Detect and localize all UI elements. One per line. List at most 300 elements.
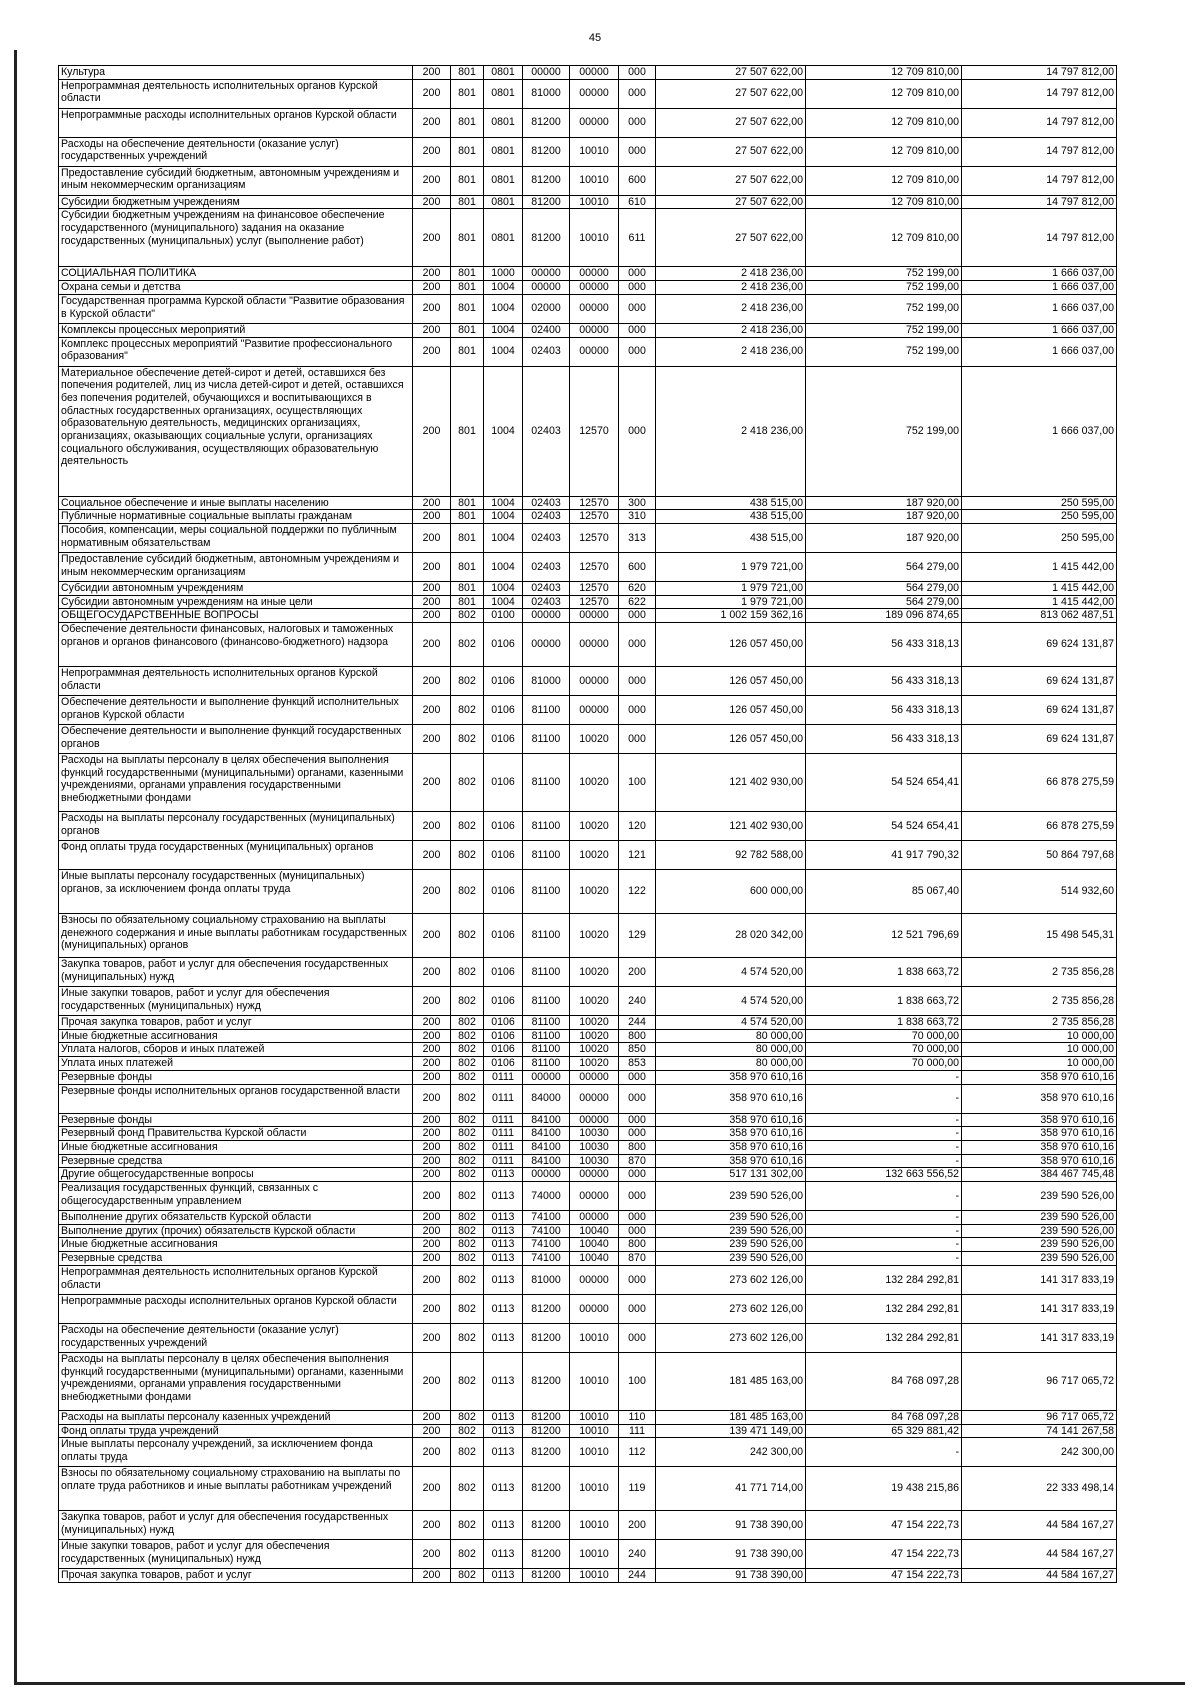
row-code: 802 bbox=[451, 1070, 484, 1084]
row-amount: 10 000,00 bbox=[962, 1057, 1117, 1071]
row-code: 12570 bbox=[570, 552, 619, 581]
row-amount: 84 768 097,28 bbox=[806, 1352, 962, 1410]
row-amount: 187 920,00 bbox=[806, 510, 962, 524]
row-code: 84100 bbox=[523, 1127, 570, 1141]
row-code: 10040 bbox=[570, 1238, 619, 1252]
row-amount: 4 574 520,00 bbox=[656, 1016, 806, 1030]
row-amount: 2 418 236,00 bbox=[656, 267, 806, 281]
row-amount: 2 418 236,00 bbox=[656, 337, 806, 366]
row-code: 200 bbox=[413, 1323, 451, 1352]
row-code: 801 bbox=[451, 166, 484, 195]
row-code: 200 bbox=[413, 108, 451, 137]
row-amount: 752 199,00 bbox=[806, 323, 962, 337]
row-code: 200 bbox=[413, 754, 451, 812]
row-code: 000 bbox=[619, 1323, 656, 1352]
row-code: 200 bbox=[413, 1084, 451, 1113]
row-code: 200 bbox=[413, 667, 451, 696]
row-code: 0100 bbox=[484, 609, 523, 623]
row-amount: 10 000,00 bbox=[962, 1043, 1117, 1057]
table-row bbox=[59, 1467, 1117, 1511]
row-name: Иные бюджетные ассигнования bbox=[59, 1140, 413, 1154]
row-code: 81100 bbox=[523, 1057, 570, 1071]
row-code: 0111 bbox=[484, 1154, 523, 1168]
table-row bbox=[59, 209, 1117, 267]
row-code: 0801 bbox=[484, 108, 523, 137]
table-row bbox=[59, 1084, 1117, 1113]
row-code: 000 bbox=[619, 281, 656, 295]
row-code: 81100 bbox=[523, 696, 570, 725]
table-row bbox=[59, 66, 1117, 80]
row-code: 200 bbox=[413, 1352, 451, 1410]
row-amount: 126 057 450,00 bbox=[656, 623, 806, 667]
row-code: 200 bbox=[413, 1127, 451, 1141]
table-row bbox=[59, 1352, 1117, 1410]
row-amount: 56 433 318,13 bbox=[806, 623, 962, 667]
row-code: 00000 bbox=[570, 66, 619, 80]
row-code: 00000 bbox=[570, 1113, 619, 1127]
row-code: 0111 bbox=[484, 1140, 523, 1154]
row-amount: 141 317 833,19 bbox=[962, 1323, 1117, 1352]
row-code: 81100 bbox=[523, 870, 570, 914]
row-code: 10040 bbox=[570, 1252, 619, 1266]
row-amount: 47 154 222,73 bbox=[806, 1511, 962, 1540]
row-code: 802 bbox=[451, 1252, 484, 1266]
row-amount: 96 717 065,72 bbox=[962, 1352, 1117, 1410]
row-code: 10010 bbox=[570, 1410, 619, 1424]
row-code: 802 bbox=[451, 958, 484, 987]
row-amount: 2 418 236,00 bbox=[656, 323, 806, 337]
row-amount: - bbox=[806, 1438, 962, 1467]
row-amount: 187 920,00 bbox=[806, 523, 962, 552]
row-amount: 74 141 267,58 bbox=[962, 1424, 1117, 1438]
row-code: 12570 bbox=[570, 510, 619, 524]
row-amount: 12 521 796,69 bbox=[806, 914, 962, 958]
row-code: 00000 bbox=[570, 1084, 619, 1113]
row-amount: 189 096 874,65 bbox=[806, 609, 962, 623]
row-code: 310 bbox=[619, 510, 656, 524]
row-code: 802 bbox=[451, 1265, 484, 1294]
row-amount: 15 498 545,31 bbox=[962, 914, 1117, 958]
row-amount: 358 970 610,16 bbox=[656, 1127, 806, 1141]
row-code: 0111 bbox=[484, 1127, 523, 1141]
row-code: 0113 bbox=[484, 1211, 523, 1225]
row-amount: 1 979 721,00 bbox=[656, 595, 806, 609]
row-code: 0106 bbox=[484, 725, 523, 754]
row-code: 00000 bbox=[523, 66, 570, 80]
row-amount: 564 279,00 bbox=[806, 581, 962, 595]
row-amount: 358 970 610,16 bbox=[962, 1140, 1117, 1154]
row-code: 802 bbox=[451, 812, 484, 841]
row-code: 200 bbox=[413, 841, 451, 870]
row-code: 02403 bbox=[523, 523, 570, 552]
row-code: 10010 bbox=[570, 209, 619, 267]
table-row bbox=[59, 294, 1117, 323]
row-amount: 27 507 622,00 bbox=[656, 166, 806, 195]
row-name: Расходы на обеспечение деятельности (оказание услуг) государственных учреждений bbox=[59, 1323, 413, 1352]
row-code: 00000 bbox=[570, 623, 619, 667]
row-amount: 239 590 526,00 bbox=[962, 1211, 1117, 1225]
row-code: 200 bbox=[413, 1070, 451, 1084]
row-amount: - bbox=[806, 1252, 962, 1266]
row-code: 200 bbox=[413, 870, 451, 914]
row-code: 00000 bbox=[523, 623, 570, 667]
row-code: 00000 bbox=[570, 108, 619, 137]
row-code: 10020 bbox=[570, 1057, 619, 1071]
table-row bbox=[59, 1252, 1117, 1266]
row-code: 800 bbox=[619, 1238, 656, 1252]
row-code: 200 bbox=[413, 337, 451, 366]
row-code: 801 bbox=[451, 137, 484, 166]
row-code: 81200 bbox=[523, 209, 570, 267]
row-code: 0106 bbox=[484, 667, 523, 696]
row-code: 10020 bbox=[570, 987, 619, 1016]
row-code: 200 bbox=[413, 496, 451, 510]
row-code: 802 bbox=[451, 1438, 484, 1467]
table-row bbox=[59, 1540, 1117, 1569]
row-code: 244 bbox=[619, 1569, 656, 1583]
row-name: Резервные фонды bbox=[59, 1070, 413, 1084]
row-code: 801 bbox=[451, 108, 484, 137]
row-amount: 358 970 610,16 bbox=[656, 1154, 806, 1168]
row-code: 81100 bbox=[523, 1029, 570, 1043]
row-amount: 54 524 654,41 bbox=[806, 754, 962, 812]
row-code: 1004 bbox=[484, 323, 523, 337]
row-code: 1004 bbox=[484, 337, 523, 366]
row-amount: 10 000,00 bbox=[962, 1029, 1117, 1043]
row-code: 000 bbox=[619, 609, 656, 623]
row-code: 0106 bbox=[484, 1029, 523, 1043]
row-code: 10020 bbox=[570, 725, 619, 754]
row-code: 81100 bbox=[523, 1016, 570, 1030]
row-code: 0113 bbox=[484, 1182, 523, 1211]
row-code: 802 bbox=[451, 1043, 484, 1057]
row-code: 12570 bbox=[570, 523, 619, 552]
row-amount: 1 415 442,00 bbox=[962, 552, 1117, 581]
row-name: ОБЩЕГОСУДАРСТВЕННЫЕ ВОПРОСЫ bbox=[59, 609, 413, 623]
row-name: Резервные фонды исполнительных органов государственной власти bbox=[59, 1084, 413, 1113]
row-amount: 85 067,40 bbox=[806, 870, 962, 914]
row-code: 200 bbox=[413, 581, 451, 595]
row-code: 00000 bbox=[523, 267, 570, 281]
row-amount: 91 738 390,00 bbox=[656, 1511, 806, 1540]
table-row bbox=[59, 914, 1117, 958]
row-amount: 1 666 037,00 bbox=[962, 323, 1117, 337]
row-code: 200 bbox=[413, 523, 451, 552]
row-code: 10020 bbox=[570, 1043, 619, 1057]
row-amount: 141 317 833,19 bbox=[962, 1294, 1117, 1323]
row-code: 200 bbox=[413, 209, 451, 267]
row-code: 1000 bbox=[484, 267, 523, 281]
table-row bbox=[59, 1211, 1117, 1225]
row-code: 802 bbox=[451, 609, 484, 623]
table-row bbox=[59, 1070, 1117, 1084]
row-code: 801 bbox=[451, 323, 484, 337]
row-code: 200 bbox=[413, 267, 451, 281]
row-code: 81200 bbox=[523, 1569, 570, 1583]
row-code: 200 bbox=[413, 166, 451, 195]
row-amount: 12 709 810,00 bbox=[806, 66, 962, 80]
row-amount: 181 485 163,00 bbox=[656, 1410, 806, 1424]
row-amount: 358 970 610,16 bbox=[656, 1113, 806, 1127]
row-amount: 600 000,00 bbox=[656, 870, 806, 914]
row-code: 12570 bbox=[570, 595, 619, 609]
row-name: Фонд оплаты труда государственных (муниципальных) органов bbox=[59, 841, 413, 870]
row-code: 802 bbox=[451, 1057, 484, 1071]
row-name: Иные выплаты персоналу государственных (муниципальных) органов, за исключением фонда оплаты труда bbox=[59, 870, 413, 914]
row-code: 801 bbox=[451, 366, 484, 496]
row-code: 0801 bbox=[484, 79, 523, 108]
row-code: 200 bbox=[413, 281, 451, 295]
row-name: Расходы на обеспечение деятельности (оказание услуг) государственных учреждений bbox=[59, 137, 413, 166]
row-code: 02403 bbox=[523, 552, 570, 581]
row-code: 0106 bbox=[484, 1057, 523, 1071]
row-amount: 12 709 810,00 bbox=[806, 166, 962, 195]
table-row bbox=[59, 79, 1117, 108]
row-code: 100 bbox=[619, 754, 656, 812]
row-name: Предоставление субсидий бюджетным, автономным учреждениям и иным некоммерческим организациям bbox=[59, 166, 413, 195]
row-code: 0106 bbox=[484, 1016, 523, 1030]
row-code: 240 bbox=[619, 1540, 656, 1569]
row-code: 200 bbox=[413, 1410, 451, 1424]
row-code: 600 bbox=[619, 166, 656, 195]
row-code: 00000 bbox=[570, 667, 619, 696]
row-code: 0113 bbox=[484, 1265, 523, 1294]
table-row bbox=[59, 1265, 1117, 1294]
row-amount: 50 864 797,68 bbox=[962, 841, 1117, 870]
row-code: 10020 bbox=[570, 754, 619, 812]
row-code: 81100 bbox=[523, 812, 570, 841]
row-code: 0113 bbox=[484, 1168, 523, 1182]
row-amount: - bbox=[806, 1127, 962, 1141]
row-amount: 70 000,00 bbox=[806, 1043, 962, 1057]
row-name: Иные бюджетные ассигнования bbox=[59, 1029, 413, 1043]
table-row bbox=[59, 1029, 1117, 1043]
row-name: Непрограммные расходы исполнительных органов Курской области bbox=[59, 1294, 413, 1323]
row-code: 0801 bbox=[484, 137, 523, 166]
row-code: 200 bbox=[413, 1140, 451, 1154]
row-code: 000 bbox=[619, 267, 656, 281]
table-row bbox=[59, 552, 1117, 581]
table-row bbox=[59, 1511, 1117, 1540]
row-name: Выполнение других (прочих) обязательств Курской области bbox=[59, 1224, 413, 1238]
table-row bbox=[59, 1224, 1117, 1238]
row-amount: 358 970 610,16 bbox=[656, 1070, 806, 1084]
row-code: 00000 bbox=[570, 1211, 619, 1225]
row-amount: 239 590 526,00 bbox=[962, 1238, 1117, 1252]
table-row bbox=[59, 1438, 1117, 1467]
row-amount: 239 590 526,00 bbox=[962, 1224, 1117, 1238]
row-amount: 41 917 790,32 bbox=[806, 841, 962, 870]
row-code: 00000 bbox=[570, 337, 619, 366]
row-name: Предоставление субсидий бюджетным, автономным учреждениям и иным некоммерческим организациям bbox=[59, 552, 413, 581]
row-code: 00000 bbox=[570, 696, 619, 725]
row-amount: 242 300,00 bbox=[656, 1438, 806, 1467]
row-amount: 66 878 275,59 bbox=[962, 812, 1117, 841]
row-code: 000 bbox=[619, 337, 656, 366]
row-code: 802 bbox=[451, 1424, 484, 1438]
row-name: Непрограммная деятельность исполнительных органов Курской области bbox=[59, 79, 413, 108]
row-code: 000 bbox=[619, 623, 656, 667]
row-amount: 139 471 149,00 bbox=[656, 1424, 806, 1438]
table-row bbox=[59, 1043, 1117, 1057]
row-code: 200 bbox=[413, 510, 451, 524]
row-code: 200 bbox=[413, 1265, 451, 1294]
row-amount: 250 595,00 bbox=[962, 523, 1117, 552]
row-code: 802 bbox=[451, 1569, 484, 1583]
row-code: 200 bbox=[413, 725, 451, 754]
row-code: 802 bbox=[451, 987, 484, 1016]
row-code: 02403 bbox=[523, 595, 570, 609]
row-name: Резервные средства bbox=[59, 1154, 413, 1168]
row-name: Пособия, компенсации, меры социальной поддержки по публичным нормативным обязательствам bbox=[59, 523, 413, 552]
row-code: 81100 bbox=[523, 841, 570, 870]
row-code: 00000 bbox=[570, 1265, 619, 1294]
table-row bbox=[59, 1168, 1117, 1182]
table-row bbox=[59, 1569, 1117, 1583]
row-code: 300 bbox=[619, 496, 656, 510]
row-code: 620 bbox=[619, 581, 656, 595]
row-name: Уплата налогов, сборов и иных платежей bbox=[59, 1043, 413, 1057]
row-amount: 12 709 810,00 bbox=[806, 195, 962, 209]
row-code: 0801 bbox=[484, 66, 523, 80]
table-row bbox=[59, 1140, 1117, 1154]
row-code: 02403 bbox=[523, 510, 570, 524]
row-amount: 239 590 526,00 bbox=[656, 1224, 806, 1238]
row-code: 00000 bbox=[570, 1182, 619, 1211]
row-amount: 1 838 663,72 bbox=[806, 987, 962, 1016]
row-name: Непрограммная деятельность исполнительных органов Курской области bbox=[59, 667, 413, 696]
row-code: 0801 bbox=[484, 195, 523, 209]
row-amount: 1 002 159 362,16 bbox=[656, 609, 806, 623]
row-amount: 4 574 520,00 bbox=[656, 987, 806, 1016]
row-amount: 126 057 450,00 bbox=[656, 696, 806, 725]
row-code: 200 bbox=[413, 1057, 451, 1071]
row-code: 802 bbox=[451, 623, 484, 667]
row-name: Комплексы процессных мероприятий bbox=[59, 323, 413, 337]
row-code: 120 bbox=[619, 812, 656, 841]
row-code: 802 bbox=[451, 1224, 484, 1238]
row-code: 81200 bbox=[523, 1323, 570, 1352]
row-amount: 47 154 222,73 bbox=[806, 1569, 962, 1583]
table-row bbox=[59, 1113, 1117, 1127]
row-code: 000 bbox=[619, 1084, 656, 1113]
row-code: 200 bbox=[413, 914, 451, 958]
row-code: 802 bbox=[451, 1323, 484, 1352]
row-amount: 27 507 622,00 bbox=[656, 209, 806, 267]
row-amount: 239 590 526,00 bbox=[962, 1252, 1117, 1266]
row-code: 10030 bbox=[570, 1127, 619, 1141]
row-code: 801 bbox=[451, 79, 484, 108]
table-row bbox=[59, 754, 1117, 812]
row-code: 81200 bbox=[523, 1511, 570, 1540]
row-code: 02403 bbox=[523, 581, 570, 595]
row-code: 000 bbox=[619, 696, 656, 725]
row-code: 00000 bbox=[570, 609, 619, 623]
row-code: 801 bbox=[451, 595, 484, 609]
row-code: 200 bbox=[413, 323, 451, 337]
row-amount: 141 317 833,19 bbox=[962, 1265, 1117, 1294]
row-amount: 273 602 126,00 bbox=[656, 1294, 806, 1323]
row-code: 74100 bbox=[523, 1224, 570, 1238]
row-code: 000 bbox=[619, 1265, 656, 1294]
row-code: 801 bbox=[451, 552, 484, 581]
row-code: 12570 bbox=[570, 366, 619, 496]
row-amount: 2 735 856,28 bbox=[962, 987, 1117, 1016]
table-row bbox=[59, 1127, 1117, 1141]
row-code: 802 bbox=[451, 1084, 484, 1113]
row-amount: 438 515,00 bbox=[656, 510, 806, 524]
row-amount: - bbox=[806, 1182, 962, 1211]
budget-table bbox=[58, 65, 1117, 1583]
table-body bbox=[59, 66, 1117, 1583]
row-code: 1004 bbox=[484, 510, 523, 524]
row-code: 00000 bbox=[570, 294, 619, 323]
row-amount: - bbox=[806, 1224, 962, 1238]
row-code: 801 bbox=[451, 510, 484, 524]
row-name: Охрана семьи и детства bbox=[59, 281, 413, 295]
row-code: 100 bbox=[619, 1352, 656, 1410]
table-row bbox=[59, 108, 1117, 137]
row-amount: 384 467 745,48 bbox=[962, 1168, 1117, 1182]
row-code: 10020 bbox=[570, 841, 619, 870]
row-name: Прочая закупка товаров, работ и услуг bbox=[59, 1016, 413, 1030]
row-code: 0113 bbox=[484, 1410, 523, 1424]
row-code: 801 bbox=[451, 337, 484, 366]
row-name: Другие общегосударственные вопросы bbox=[59, 1168, 413, 1182]
row-name: Комплекс процессных мероприятий "Развитие профессионального образования" bbox=[59, 337, 413, 366]
row-amount: 14 797 812,00 bbox=[962, 166, 1117, 195]
row-code: 1004 bbox=[484, 366, 523, 496]
row-amount: 14 797 812,00 bbox=[962, 195, 1117, 209]
row-code: 801 bbox=[451, 281, 484, 295]
row-code: 10030 bbox=[570, 1140, 619, 1154]
row-code: 81200 bbox=[523, 1424, 570, 1438]
row-code: 200 bbox=[413, 137, 451, 166]
row-code: 84100 bbox=[523, 1113, 570, 1127]
row-amount: 14 797 812,00 bbox=[962, 137, 1117, 166]
row-code: 74000 bbox=[523, 1182, 570, 1211]
table-row bbox=[59, 1410, 1117, 1424]
row-amount: 1 415 442,00 bbox=[962, 581, 1117, 595]
row-amount: 14 797 812,00 bbox=[962, 209, 1117, 267]
row-amount: 239 590 526,00 bbox=[656, 1252, 806, 1266]
table-row bbox=[59, 1238, 1117, 1252]
row-amount: 358 970 610,16 bbox=[962, 1084, 1117, 1113]
row-code: 0106 bbox=[484, 914, 523, 958]
row-amount: 54 524 654,41 bbox=[806, 812, 962, 841]
row-code: 0111 bbox=[484, 1084, 523, 1113]
row-amount: 27 507 622,00 bbox=[656, 108, 806, 137]
row-amount: - bbox=[806, 1211, 962, 1225]
row-code: 81100 bbox=[523, 725, 570, 754]
row-code: 802 bbox=[451, 667, 484, 696]
row-code: 870 bbox=[619, 1154, 656, 1168]
row-code: 610 bbox=[619, 195, 656, 209]
row-code: 10010 bbox=[570, 1467, 619, 1511]
row-code: 02400 bbox=[523, 323, 570, 337]
row-amount: 438 515,00 bbox=[656, 496, 806, 510]
table-row bbox=[59, 337, 1117, 366]
row-code: 0106 bbox=[484, 841, 523, 870]
row-amount: 273 602 126,00 bbox=[656, 1265, 806, 1294]
row-name: Реализация государственных функций, связанных с общегосударственным управлением bbox=[59, 1182, 413, 1211]
row-amount: 69 624 131,87 bbox=[962, 667, 1117, 696]
row-code: 00000 bbox=[523, 1070, 570, 1084]
row-code: 200 bbox=[413, 595, 451, 609]
table-row bbox=[59, 1182, 1117, 1211]
row-name: Субсидии бюджетным учреждениям на финансовое обеспечение государственного (муниципального) задания на оказание государственных (муниципальных) услуг (выполнение работ) bbox=[59, 209, 413, 267]
row-name: Иные закупки товаров, работ и услуг для обеспечения государственных (муниципальных) нужд bbox=[59, 1540, 413, 1569]
